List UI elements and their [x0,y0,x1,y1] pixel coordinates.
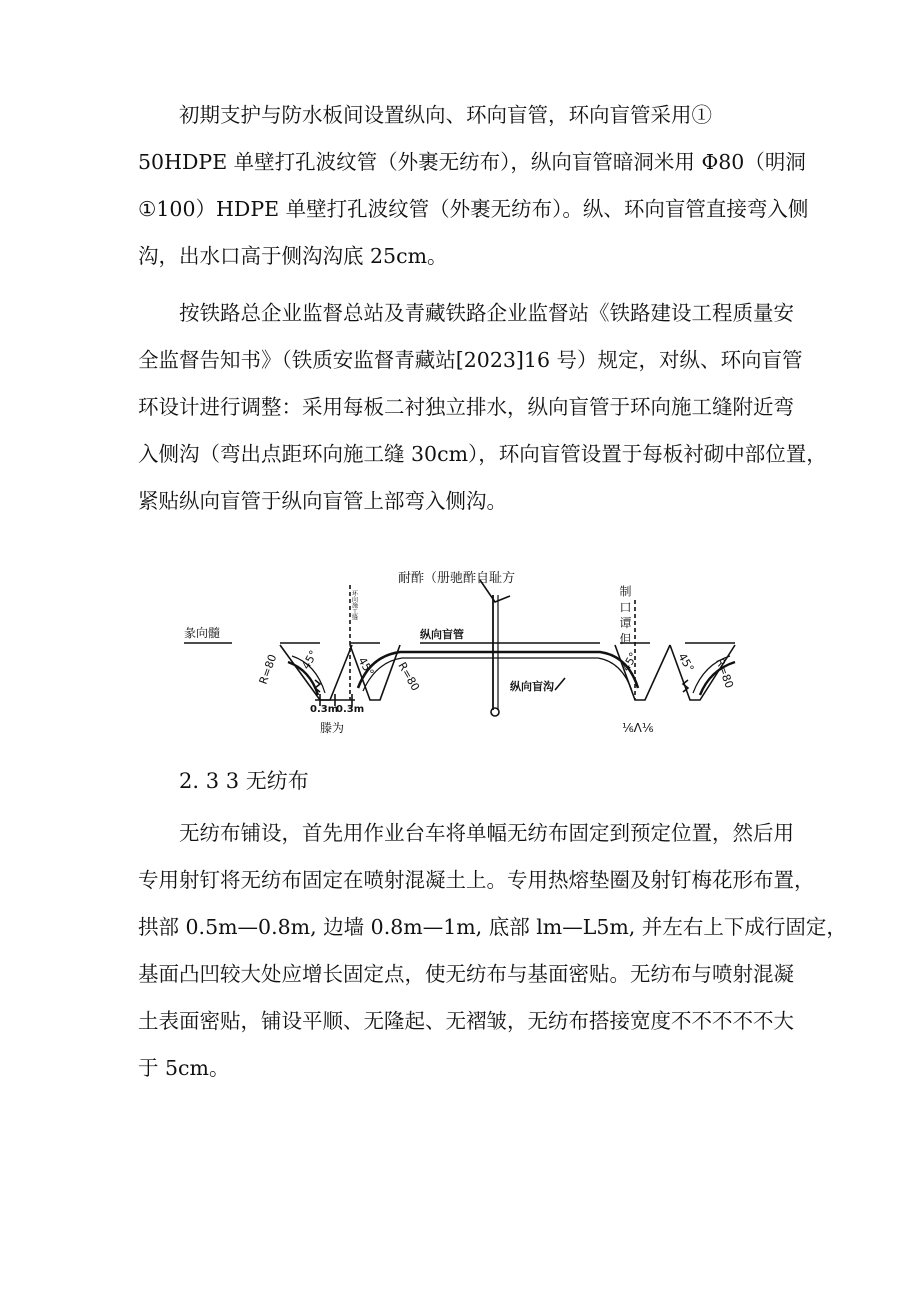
dimension-label: 0.3m [310,704,339,715]
label-angle-left-2: 45° [355,655,377,679]
outlet-circle [491,708,499,716]
ditch-right-inner [615,645,670,700]
text-line: 入侧沟（弯出点距环向施工缝 30cm），环向盲管设置于每板衬砌中部位置， [138,442,827,466]
paragraph-geotextile [138,810,847,1092]
text-line: 于 5cm。 [138,1056,230,1080]
label-bottom-left: 滕为 [320,721,345,735]
leader-line-ditch [555,678,565,690]
text-line: 拱部 0.5m—0.8m, 边墙 0.8m—1m, 底部 lm—L5m, 并左右上下成行固定， [138,915,847,939]
text-line: 专用射钉将无纺布固定在喷射混凝土上。专用热熔垫圈及射钉梅花形布置， [138,868,815,892]
text-line: 环设计进行调整：采用每板二衬独立排水，纵向盲管于环向施工缝附近弯 [138,395,794,419]
label-left-vertical: 环向施工缝 [350,590,358,620]
label-top: 耐酢（册驰酢自耻方 [398,571,516,586]
label-angle-right: 45° [619,650,641,674]
text-line: 全监督告知书》（铁质安监督青藏站[2023]16 号）规定，对纵、环向盲管 [138,348,803,372]
text-line: 按铁路总企业监督总站及青藏铁路企业监督站《铁路建设工程质量安 [179,301,794,325]
text-line: 无纺布铺设，首先用作业台车将单幅无纺布固定到预定位置，然后用 [179,821,794,845]
label-right-vertical: 制 口 谭 但 [618,585,632,645]
text-line: 50HDPE 单壁打孔波纹管（外裹无纺布），纵向盲管暗洞米用 Φ80（明洞 [138,150,806,174]
label-radius-right: R=80 [713,656,736,691]
label-left: 彖向髓 [184,626,221,640]
text-line: 紧贴纵向盲管于纵向盲管上部弯入侧沟。 [138,489,507,513]
text-line: 初期支护与防水板间设置纵向、环向盲管，环向盲管采用① [179,103,712,127]
dimension-label: 0.3m [336,704,365,715]
text-line: 基面凸凹较大处应增长固定点，使无纺布与基面密贴。无纺布与喷射混凝 [138,962,794,986]
label-radius-left: R=80 [256,652,280,687]
label-angle-left: 45° [299,648,321,672]
text-line: ①100）HDPE 单壁打孔波纹管（外裹无纺布）。纵、环向盲管直接弯入侧 [138,197,809,221]
label-radius-left-2: R=80 [395,660,423,694]
text-line: 沟，出水口高于侧沟沟底 25cm。 [138,244,448,268]
label-longitudinal-pipe: 纵向盲管 [420,628,464,641]
label-bottom-right: ⅙Λ⅙ [622,721,654,735]
paragraph-design-adjustment [138,290,827,525]
text-line: 土表面密贴，铺设平顺、无隆起、无褶皱，无纺布搭接宽度不不不不不大 [138,1009,794,1033]
blind-pipe-diagram [170,560,750,740]
section-heading: 2. 3 3 无纺布 [179,769,309,793]
label-angle-right-2: 45° [675,651,697,675]
label-longitudinal-ditch: 纵向盲沟 [510,680,554,693]
paragraph-blind-pipe-setup [138,92,809,280]
